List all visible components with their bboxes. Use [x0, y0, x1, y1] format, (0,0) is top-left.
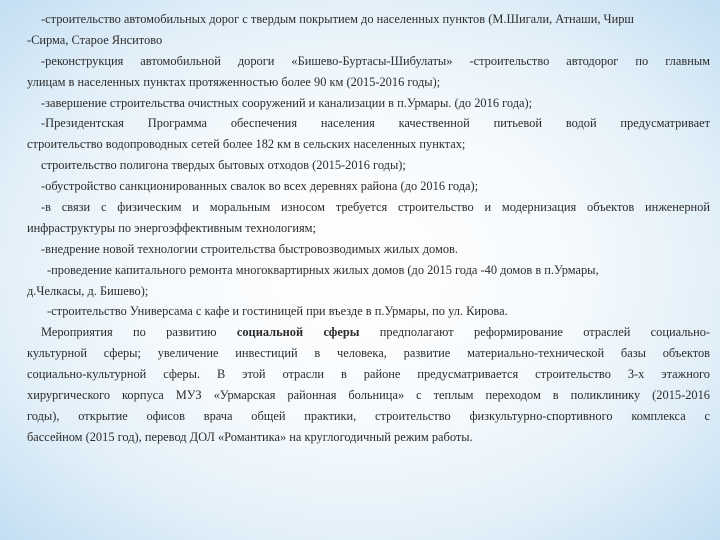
- text-line: -завершение строительства очистных сооружений и канализации в п.Урмары. (до 2016 года);: [41, 95, 533, 110]
- social-trail-text: предполагают реформирование отраслей социально-: [359, 325, 710, 340]
- social-sphere-bold: социальной сферы: [236, 325, 360, 340]
- text-line: строительство водопроводных сетей более 182 км в сельских населенных пунктах;: [27, 137, 466, 152]
- text-line: -проведение капитального ремонта многоквартирных жилых домов (до 2015 года -40 домов в п.Урмары,: [47, 262, 599, 277]
- text-line: строительство полигона твердых бытовых отходов (2015-2016 годы);: [41, 158, 406, 173]
- text-line: социально-культурной сферы. В этой отрасли в районе предусматривается строительство 3-х этажного: [27, 367, 710, 382]
- text-line: -обустройство санкционированных свалок во всех деревнях района (до 2016 года);: [41, 179, 479, 194]
- social-paragraph-first-line: [27, 322, 710, 343]
- text-line: д.Челкасы, д. Бишево);: [27, 283, 149, 298]
- text-line: годы), открытие офисов врача общей практики, строительство физкультурно-спортивного комплекса с: [27, 408, 710, 423]
- social-lead-text: Мероприятия по развитию: [41, 325, 237, 340]
- text-line: хирургического корпуса МУЗ «Урмарская районная больница» с теплым переходом в поликлинику (2015-2016: [27, 388, 710, 403]
- text-line: улицам в населенных пунктах протяженностью более 90 км (2015-2016 годы);: [27, 74, 441, 89]
- text-line: -реконструкция автомобильной дороги «Бишево-Буртасы-Шибулаты» -строительство автодорог по главным: [41, 53, 710, 68]
- text-line: -в связи с физическим и моральным износом требуется строительство и модернизация объектов инженерной: [41, 200, 710, 215]
- text-line: бассейном (2015 год), перевод ДОЛ «Романтика» на круглогодичный режим работы.: [27, 429, 473, 444]
- text-line: инфраструктуры по энергоэффективным технологиям;: [27, 220, 316, 235]
- text-line: культурной сферы; увеличение инвестиций в человека, развитие материально-технической базы объектов: [27, 346, 710, 361]
- text-line: -строительство Универсама с кафе и гостиницей при въезде в п.Урмары, по ул. Кирова.: [47, 304, 508, 319]
- text-line: -Президентская Программа обеспечения населения качественной питьевой водой предусматривает: [41, 116, 710, 131]
- slide-text-body: [27, 9, 710, 448]
- text-line: -внедрение новой технологии строительства быстровозводимых жилых домов.: [41, 241, 458, 256]
- text-line: -Сирма, Старое Янситово: [27, 32, 163, 47]
- text-line: -строительство автомобильных дорог с твердым покрытием до населенных пунктов (М.Шигали, Атнаши, Чирш: [41, 12, 634, 26]
